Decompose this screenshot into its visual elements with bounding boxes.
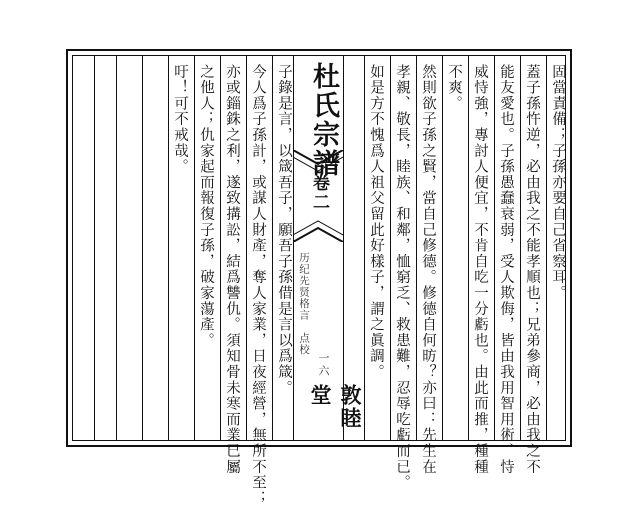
text-column: 如是方不愧爲人祖父留此好樣子，謂之眞調。	[368, 64, 384, 380]
column-rule	[142, 56, 143, 440]
editor-credit: 历纪先贤格言 点校	[298, 252, 310, 356]
column-rule	[94, 56, 95, 440]
text-column: 蓋子孫忤逆，必由我之不能孝順也；兄弟參商，必由我之不	[524, 64, 540, 475]
volume-label: 卷二	[309, 174, 329, 212]
column-rule	[442, 56, 443, 440]
text-column: 能友愛也。子孫愚蠢衰弱，受人欺侮，皆由我用智用術、恃	[498, 64, 514, 475]
text-column: 固當責備；子孫亦要自己省察耳。	[550, 64, 566, 301]
page-number: 一六	[317, 352, 330, 378]
book-spine	[293, 56, 363, 440]
text-column: 吁！可不戒哉。	[172, 64, 188, 175]
text-column: 亦或錙銖之利，遂致搆訟，結爲讐仇。須知骨未寒而業已屬	[224, 64, 240, 475]
spine-rule-right	[343, 56, 344, 440]
text-column: 然則欲子孫之賢，當自己修德。修德自何昉？亦曰：先生在	[420, 64, 436, 475]
text-column: 今人爲子孫計，或謀人財產，奪人家業，日夜經營，無所不至；	[250, 64, 266, 506]
text-column: 威恃強，專討人便宜，不肯自吃一分虧也。由此而推，種種	[472, 64, 488, 475]
text-column: 不爽。	[446, 64, 462, 112]
publisher-name: 敦睦堂	[308, 384, 363, 430]
text-column: 孝親、敬長，睦族、和鄰，恤窮乏、救患難，忍辱吃虧而已。	[394, 64, 410, 491]
text-column: 子錄是言，以箴吾子，願吾子孫借是言以爲箴。	[276, 64, 292, 396]
spine-title: 杜氏宗譜	[308, 62, 339, 178]
text-column: 之他人；仇家起而報復子孫，破家蕩產。	[198, 64, 214, 349]
column-rule	[116, 56, 117, 440]
